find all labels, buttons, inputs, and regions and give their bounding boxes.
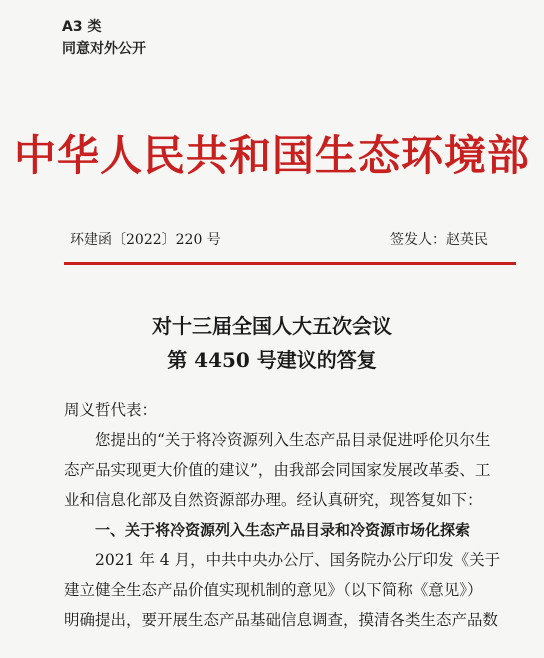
reply-title-line-2: 第 4450 号建议的答复 [167, 348, 377, 372]
red-divider-line [64, 262, 516, 265]
disclosure-status: 同意对外公开 [62, 41, 146, 57]
classification-block [62, 16, 146, 60]
paragraph-2-line: 2021 年 4 月，中共中央办公厅、国务院办公厅印发《关于 [95, 551, 501, 569]
paragraph-1-line: 您提出的“关于将冷资源列入生态产品目录促进呼伦贝尔生 [95, 431, 491, 449]
paragraph-2-line: 明确提出，要开展生态产品基础信息调查，摸清各类生态产品数 [64, 611, 499, 629]
document-number: 环建函〔2022〕220 号 [70, 232, 221, 248]
paragraph-2-line: 建立健全生态产品价值实现机制的意见》（以下简称《意见》） [64, 581, 483, 599]
section-heading-1: 一、关于将冷资源列入生态产品目录和冷资源市场化探索 [95, 521, 471, 539]
document-meta-line [70, 228, 514, 252]
paragraph-1 [64, 425, 510, 515]
issuing-organization-title: 中华人民共和国生态环境部 [13, 131, 530, 180]
reply-title-line-1: 对十三届全国人大五次会议 [152, 314, 392, 338]
classification-level: A3 类 [62, 19, 102, 35]
salutation: 周义哲代表： [64, 401, 158, 419]
signer: 签发人：赵英民 [390, 232, 488, 248]
reply-title [0, 309, 544, 377]
paragraph-2 [64, 545, 510, 635]
paragraph-1-line: 态产品实现更大价值的建议”，由我部会同国家发展改革委、工 [64, 461, 491, 479]
paragraph-1-line: 业和信息化部及自然资源部办理。经认真研究，现答复如下： [64, 491, 483, 509]
